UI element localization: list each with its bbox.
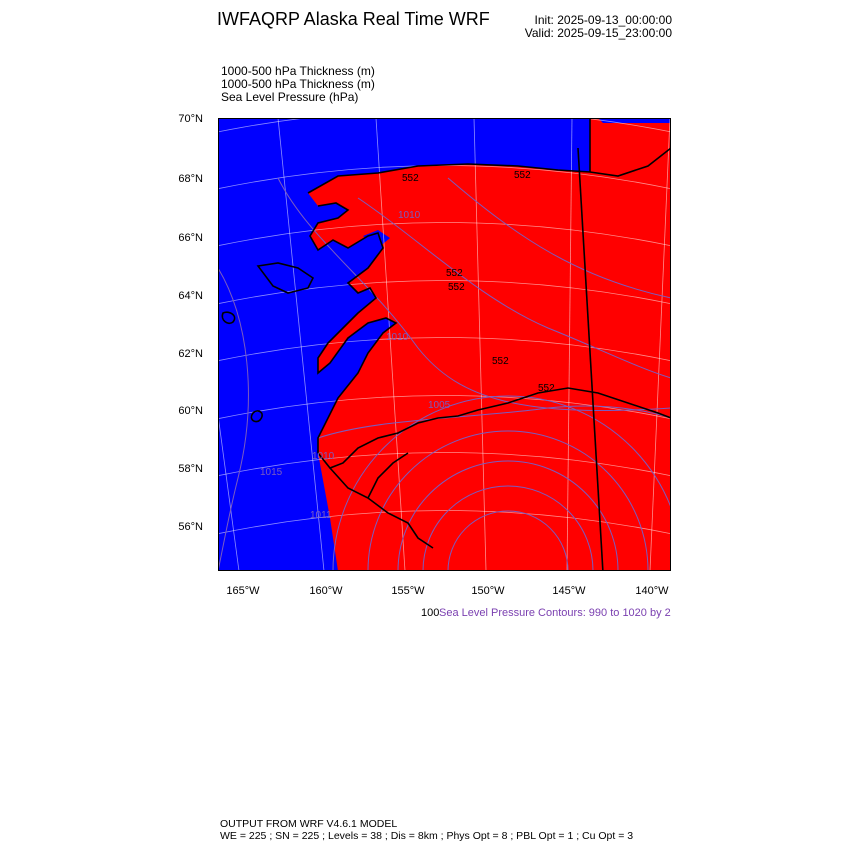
contour-note-prefix: 100	[421, 607, 440, 619]
lat-label-66n: 66°N	[178, 232, 203, 244]
slp-label: 1010	[386, 332, 409, 343]
lon-label-155w: 155°W	[391, 585, 425, 597]
slp-label: 1010	[312, 451, 335, 462]
lon-label-145w: 145°W	[552, 585, 586, 597]
lat-label-68n: 68°N	[178, 173, 203, 185]
lat-label-70n: 70°N	[178, 113, 203, 125]
plot-title: IWFAQRP Alaska Real Time WRF	[217, 9, 490, 29]
thickness-label: 552	[446, 268, 463, 279]
footer-model: OUTPUT FROM WRF V4.6.1 MODEL	[220, 818, 398, 830]
field-label-thickness-2: 1000-500 hPa Thickness (m)	[221, 77, 375, 91]
lat-label-60n: 60°N	[178, 405, 203, 417]
lon-label-160w: 160°W	[309, 585, 343, 597]
thickness-label: 552	[492, 356, 509, 367]
valid-time: Valid: 2025-09-15_23:00:00	[524, 26, 672, 40]
thickness-label: 552	[448, 282, 465, 293]
lat-label-62n: 62°N	[178, 348, 203, 360]
init-time: Init: 2025-09-13_00:00:00	[534, 13, 672, 27]
thickness-label: 552	[538, 383, 555, 394]
slp-label: 1010	[398, 210, 421, 221]
slp-label: 1005	[428, 400, 451, 411]
lat-label-58n: 58°N	[178, 463, 203, 475]
field-label-slp: Sea Level Pressure (hPa)	[221, 90, 359, 104]
alaska-map	[218, 118, 671, 571]
contour-note: Sea Level Pressure Contours: 990 to 1020 by 2	[439, 607, 671, 619]
field-label-thickness-1: 1000-500 hPa Thickness (m)	[221, 64, 375, 78]
lon-label-165w: 165°W	[226, 585, 260, 597]
footer-options: WE = 225 ; SN = 225 ; Levels = 38 ; Dis = 8km ; Phys Opt = 8 ; PBL Opt = 1 ; Cu Opt = 3	[220, 830, 634, 842]
lat-label-64n: 64°N	[178, 290, 203, 302]
lon-label-140w: 140°W	[635, 585, 669, 597]
lon-label-150w: 150°W	[471, 585, 505, 597]
thickness-label: 552	[402, 173, 419, 184]
thickness-label: 552	[514, 170, 531, 181]
slp-label: 1011	[310, 510, 332, 521]
slp-label: 1015	[260, 467, 283, 478]
lat-label-56n: 56°N	[178, 521, 203, 533]
